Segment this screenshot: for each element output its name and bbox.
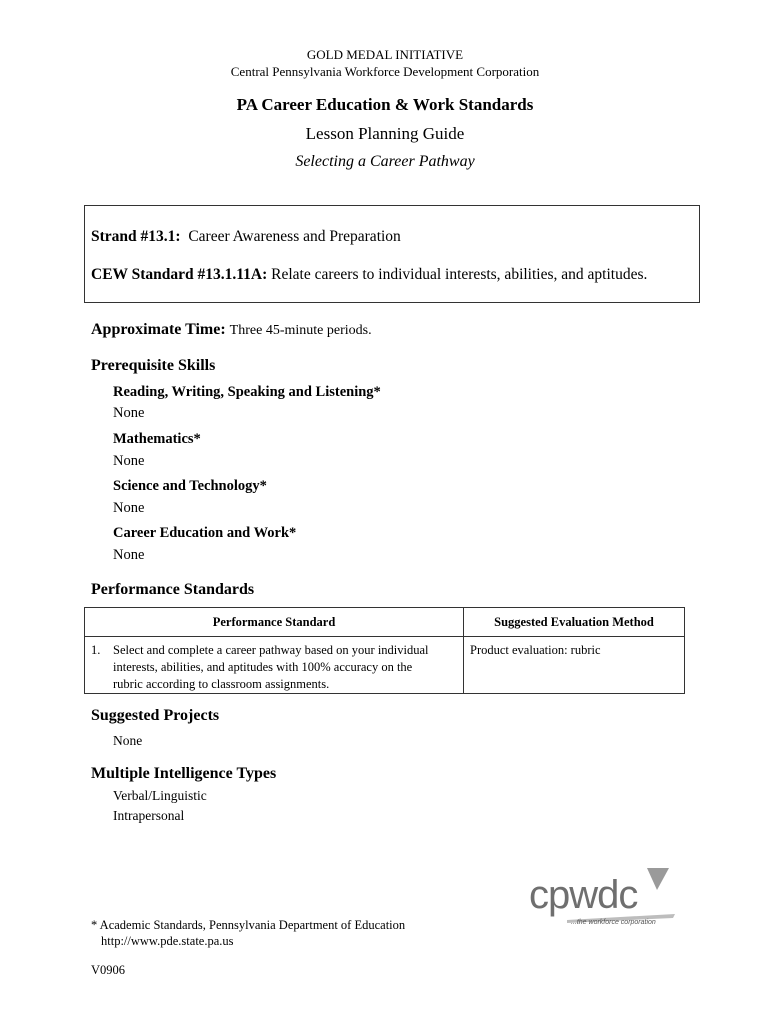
projects-value: None [113,733,143,748]
method-cell: Product evaluation: rubric [464,637,685,694]
prereq-label: Mathematics* [113,431,201,447]
version-label: V0906 [91,963,126,977]
cpwdc-logo [527,862,677,930]
org-name: GOLD MEDAL INITIATIVE [306,47,464,62]
performance-heading: Performance Standards [91,581,255,598]
strand-label: Strand #13.1: [91,228,181,245]
lesson-name: Selecting a Career Pathway [295,153,475,170]
intelligence-item: Verbal/Linguistic [113,788,207,803]
table-row [85,637,685,694]
standard-value: Relate careers to individual interests, abilities, and aptitudes. [271,266,648,283]
performance-table [84,607,685,694]
prereq-value: None [113,547,145,563]
prerequisites-heading: Prerequisite Skills [91,357,216,374]
logo-triangle [647,868,669,890]
prereq-label: Career Education and Work* [113,525,297,541]
col-performance-standard: Performance Standard [85,608,464,637]
org-full-name: Central Pennsylvania Workforce Development Corporation [230,64,540,79]
prereq-value: None [113,453,145,469]
intelligence-item: Intrapersonal [113,808,185,823]
standard-text: Select and complete a career pathway based on your individual interests, abilities, and aptitudes with 100% accuracy on the rubric according to classroom assignments. [113,643,429,691]
prereq-label: Science and Technology* [113,478,267,494]
logo-wordmark: cpwdc [529,873,638,917]
prereq-value: None [113,405,145,421]
standard-label: CEW Standard #13.1.11A: [91,266,268,283]
projects-heading: Suggested Projects [91,707,220,724]
logo-tagline: ...the workforce corporation [571,919,656,926]
time-value: Three 45-minute periods. [229,323,372,338]
prereq-label: Reading, Writing, Speaking and Listening* [113,384,381,400]
footnote-link[interactable]: http://www.pde.state.pa.us [101,934,234,948]
strand-box [84,205,700,303]
approximate-time [91,321,372,339]
col-evaluation-method: Suggested Evaluation Method [464,608,685,637]
strand-value: Career Awareness and Preparation [188,228,401,245]
table-header-row [85,608,685,637]
cpwdc-logo-icon [527,862,677,930]
page-subtitle: Lesson Planning Guide [305,124,465,143]
intelligence-heading: Multiple Intelligence Types [91,765,277,782]
row-number: 1. [91,643,101,657]
standard-cell [85,637,464,694]
strand-line [91,228,401,246]
time-label: Approximate Time: [91,321,226,338]
footnote: * Academic Standards, Pennsylvania Department of Education [91,918,406,932]
standard-line [91,266,647,284]
page-title: PA Career Education & Work Standards [236,95,534,114]
prereq-value: None [113,500,145,516]
